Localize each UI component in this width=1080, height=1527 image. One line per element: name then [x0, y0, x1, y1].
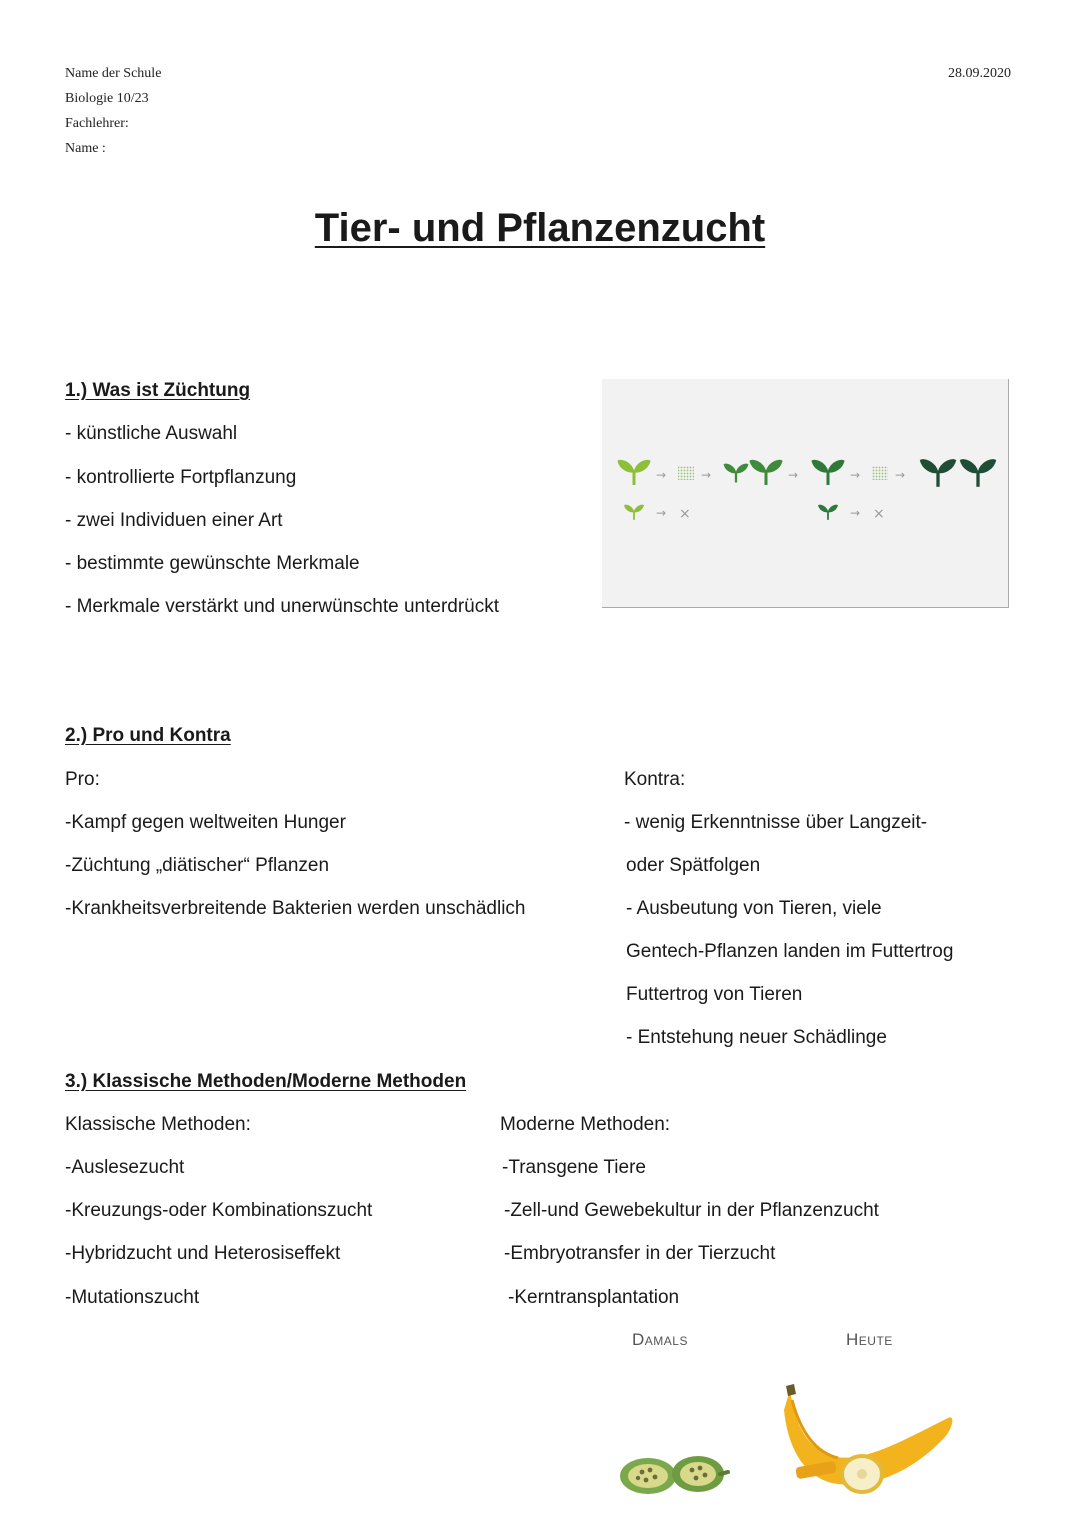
sprout-mid-icon: [812, 460, 844, 485]
sprout-dark-icon: [920, 460, 955, 487]
date: 28.09.2020: [948, 66, 1011, 81]
list-item: -Auslesezucht: [65, 1157, 185, 1178]
then-caption: Damals: [632, 1330, 688, 1349]
arrow-icon: →: [788, 468, 799, 482]
list-item: oder Spätfolgen: [626, 855, 761, 876]
arrow-icon: →: [701, 468, 712, 482]
section3-heading: 3.) Klassische Methoden/Moderne Methoden: [65, 1071, 467, 1092]
list-item: -Kerntransplantation: [508, 1287, 680, 1308]
list-item: Gentech-Pflanzen landen im Futtertrog: [626, 941, 954, 962]
modern-banana-icon: [784, 1384, 952, 1492]
class-label: Biologie 10/23: [65, 91, 149, 106]
arrow-icon: →: [895, 468, 906, 482]
seed-cluster-icon: [872, 466, 888, 480]
school-name: Name der Schule: [65, 66, 162, 81]
now-caption: Heute: [846, 1330, 893, 1349]
list-item: -Embryotransfer in der Tierzucht: [504, 1243, 776, 1264]
list-item: -Kampf gegen weltweiten Hunger: [65, 812, 346, 833]
list-item: -Kreuzungs-oder Kombinationszucht: [65, 1200, 373, 1221]
modern-methods-label: Moderne Methoden:: [500, 1114, 671, 1135]
sprout-selection-diagram: [602, 379, 1008, 607]
classic-methods-label: Klassische Methoden:: [65, 1114, 251, 1135]
sprout-mid-icon: [750, 460, 782, 485]
discard-x-icon: ×: [873, 506, 885, 522]
list-item: -Zell-und Gewebekultur in der Pflanzenzucht: [504, 1200, 879, 1221]
list-item: Futtertrog von Tieren: [626, 984, 803, 1005]
seed-cluster-icon: [678, 466, 694, 480]
sprout-mid-icon: [724, 464, 748, 483]
breeding-illustration: [602, 379, 1009, 608]
section2-heading: 2.) Pro und Kontra: [65, 725, 231, 746]
list-item: -Mutationszucht: [65, 1287, 200, 1308]
arrow-icon: →: [850, 468, 861, 482]
page-title: Tier- und Pflanzenzucht: [314, 206, 766, 250]
sprout-weak-icon: [818, 505, 837, 520]
contra-label: Kontra:: [624, 769, 686, 790]
list-item: - bestimmte gewünschte Merkmale: [65, 553, 360, 574]
banana-comparison-illustration: [600, 1370, 980, 1520]
section1-heading: 1.) Was ist Züchtung: [65, 380, 251, 401]
list-item: -Krankheitsverbreitende Bakterien werden unschädlich: [65, 898, 526, 919]
list-item: - zwei Individuen einer Art: [65, 510, 283, 531]
wild-banana-icon: [620, 1456, 728, 1494]
arrow-icon: →: [656, 468, 667, 482]
list-item: - wenig Erkenntnisse über Langzeit-: [624, 812, 928, 833]
list-item: -Züchtung „diätischer“ Pflanzen: [65, 855, 330, 876]
list-item: - kontrollierte Fortpflanzung: [65, 467, 297, 488]
sprout-light-icon: [618, 460, 650, 485]
sprout-weak-icon: [624, 505, 643, 520]
list-item: - Ausbeutung von Tieren, viele: [626, 898, 882, 919]
arrow-icon: →: [850, 506, 861, 520]
list-item: - künstliche Auswahl: [65, 423, 238, 444]
teacher-label: Fachlehrer:: [65, 116, 129, 131]
pro-label: Pro:: [65, 769, 100, 790]
list-item: - Entstehung neuer Schädlinge: [626, 1027, 887, 1048]
list-item: -Hybridzucht und Heterosiseffekt: [65, 1243, 341, 1264]
student-name-label: Name :: [65, 141, 106, 156]
list-item: - Merkmale verstärkt und unerwünschte unterdrückt: [65, 596, 500, 617]
sprout-dark-icon: [960, 460, 995, 487]
discard-x-icon: ×: [679, 506, 691, 522]
list-item: -Transgene Tiere: [502, 1157, 646, 1178]
arrow-icon: →: [656, 506, 667, 520]
